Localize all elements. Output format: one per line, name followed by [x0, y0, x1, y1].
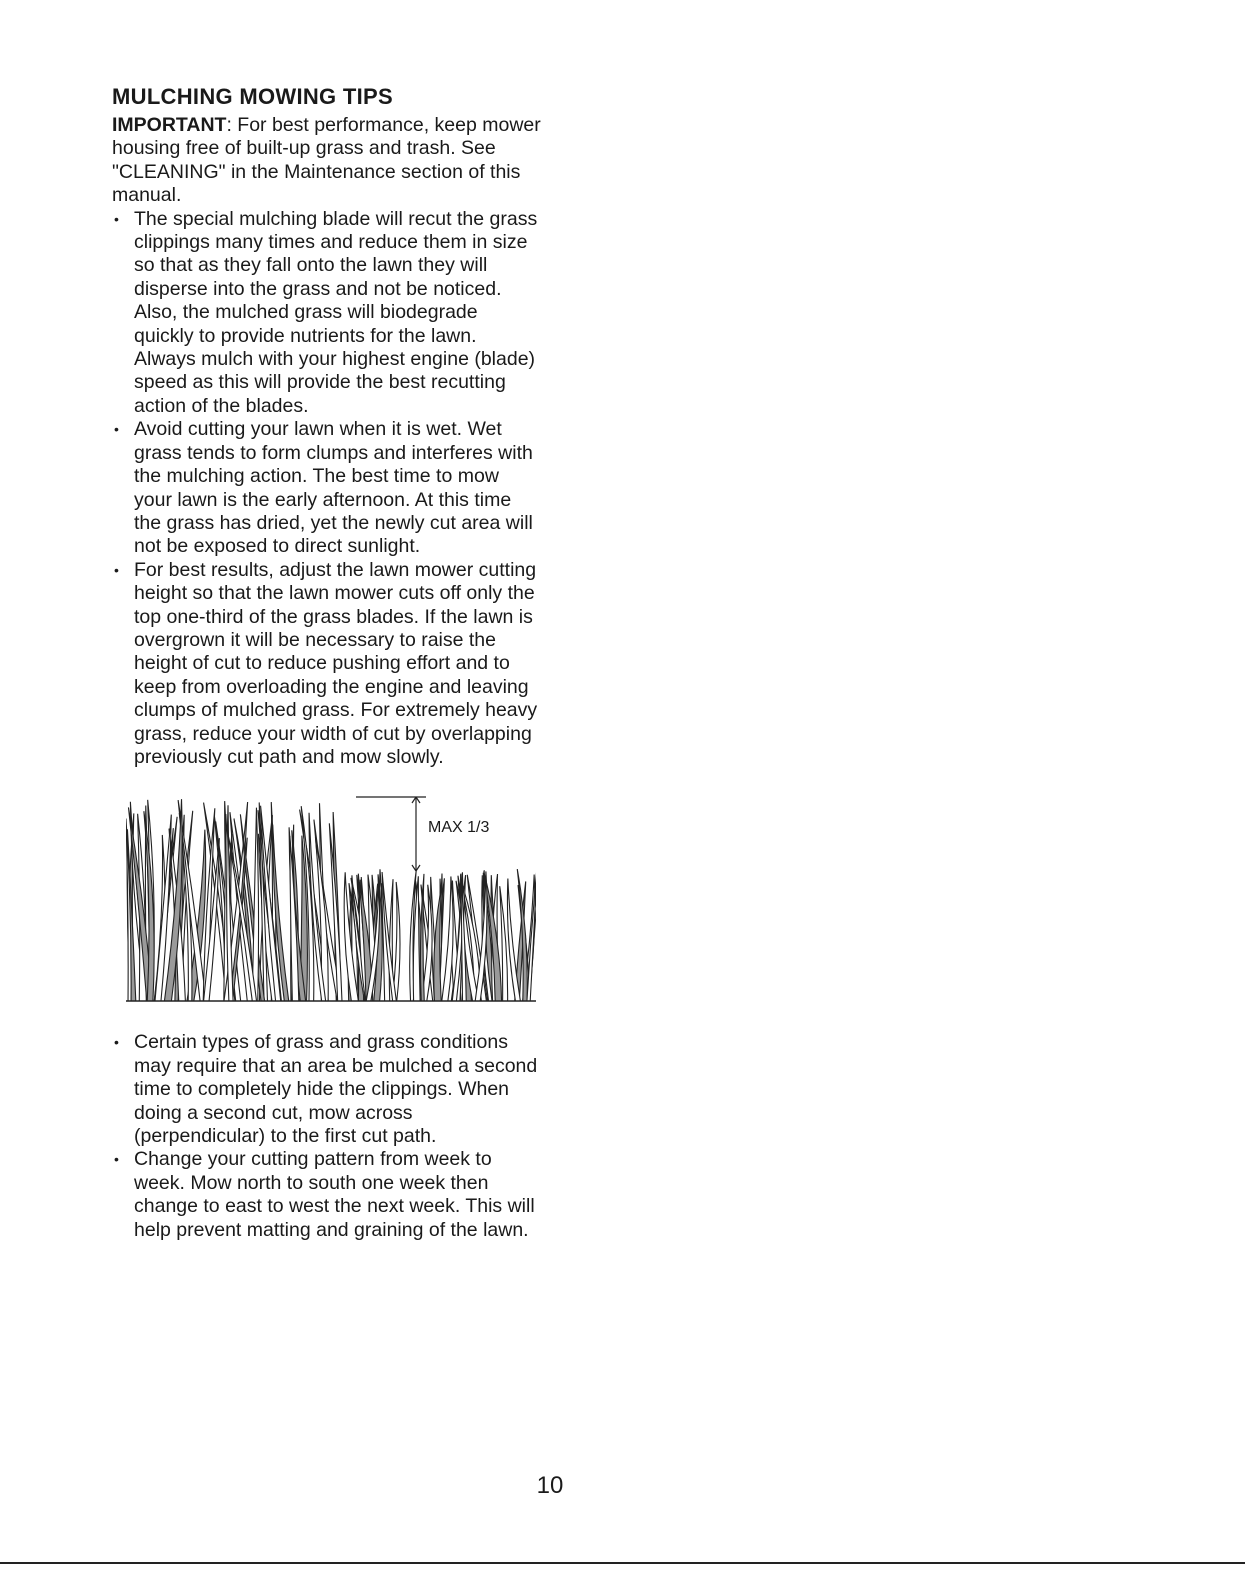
tip-item — [112, 1031, 542, 1148]
content-column — [112, 84, 542, 1242]
tip-text: For best results, adjust the lawn mower cutting height so that the lawn mower cuts off only the top one-third of the grass blades. If the lawn is overgrown it will be necessary to raise the height of cut to reduce pushing effort and to keep from overloading the engine and leaving clumps of mulched grass. For extremely heavy grass, reduce your width of cut by overlapping previously cut path and mow slowly. — [134, 558, 538, 768]
important-label: IMPORTANT — [112, 114, 227, 136]
max-cut-label: MAX 1/3 — [428, 819, 490, 837]
tip-text: The special mulching blade will recut the grass clippings many times and reduce them in size so that as they fall onto the lawn they will disperse into the grass and not be noticed. Also, the mulched grass will biodegrade quickly to provide nutrients for the lawn. Always mulch with your highest engine (blade) speed as this will provide the best recutting action of the blades. — [134, 207, 538, 417]
section-heading: MULCHING MOWING TIPS — [112, 84, 393, 109]
bullet-icon: • — [114, 210, 119, 227]
bullet-icon: • — [114, 561, 119, 578]
grass-cut-illustration — [126, 791, 536, 1011]
tips-list-2 — [112, 1031, 542, 1242]
bullet-icon: • — [114, 1151, 119, 1168]
tip-item — [112, 418, 542, 558]
tip-text: Change your cutting pattern from week to week. Mow north to south one week then change to east to west the next week. This will help prevent matting and graining of the lawn. — [134, 1148, 535, 1241]
bottom-rule — [0, 1562, 1245, 1564]
tip-item — [112, 208, 542, 419]
tip-text: Certain types of grass and grass conditions may require that an area be mulched a second time to completely hide the clippings. When doing a second cut, mow across (perpendicular) to the first cut path. — [134, 1031, 538, 1147]
tip-item — [112, 559, 542, 770]
tip-text: Avoid cutting your lawn when it is wet. Wet grass tends to form clumps and interferes with the mulching action. The best time to mow your lawn is the early afternoon. At this time the grass has dried, yet the newly cut area will not be exposed to direct sunlight. — [134, 418, 533, 558]
page-number: 10 — [536, 1472, 564, 1499]
tip-item — [112, 1148, 542, 1242]
tips-list-1 — [112, 208, 542, 770]
bullet-icon: • — [114, 421, 119, 438]
important-text: : For best performance, keep mower housing free of built-up grass and trash. See "CLEANING" in the Maintenance section of this manual. — [112, 114, 541, 207]
important-note — [112, 114, 542, 208]
bullet-icon: • — [114, 1034, 119, 1051]
